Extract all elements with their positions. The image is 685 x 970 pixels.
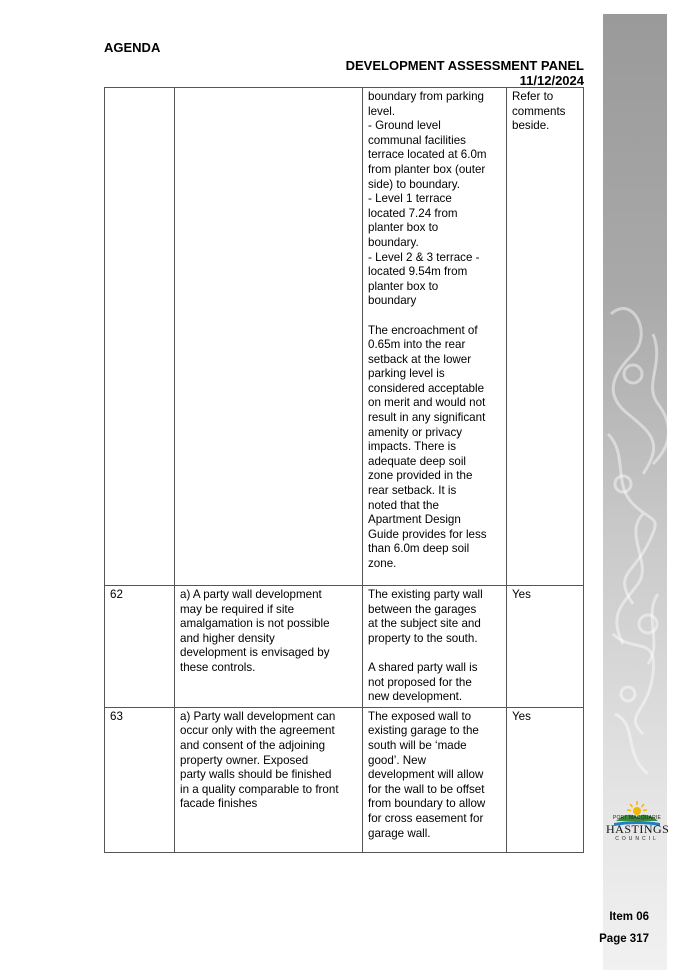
control-cell — [175, 88, 363, 586]
item-number: Item 06 — [609, 911, 649, 923]
comment-cell — [363, 707, 507, 852]
complies-cell — [507, 586, 584, 708]
control-text: a) Party wall development can occur only with the agreement and consent of the adjoining property owner. Exposed party walls should be finished in a quality comparable to front facade finishes — [180, 709, 339, 811]
page-number: Page 317 — [599, 933, 649, 945]
logo-text-council: COUNCIL — [615, 836, 659, 842]
clause-number-cell — [105, 88, 175, 586]
meeting-date: 11/12/2024 — [519, 73, 584, 88]
comment-cell — [363, 586, 507, 708]
control-cell — [175, 707, 363, 852]
comment-cell — [363, 88, 507, 586]
comment-text: boundary from parking level. - Ground level communal facilities terrace located at 6.0m from planter box (outer side) to boundary. - Level 1 terrace located 7.24 from planter box to boundary. - Level 2 & 3 terrace - located 9.54m from planter box to boundary The encroachment of 0.65m into the rear setback at the lower parking level is considered acceptable on merit and would not result in any significant amenity or privacy impacts. There is adequate deep soil zone provided in the rear setback. It is noted that the Apartment Design Guide provides for less than 6.0m deep soil zone. — [368, 90, 487, 570]
complies-cell — [507, 88, 584, 586]
comment-text: The exposed wall to existing garage to the south will be ‘made good’. New development will allow for the wall to be offset from boundary to allow for cross easement for garage wall. — [368, 709, 486, 840]
logo-text-port-macquarie: PORT MACQUARIE — [612, 815, 662, 821]
complies-text: Yes — [512, 709, 531, 723]
clause-number-cell — [105, 707, 175, 852]
comment-text: The existing party wall between the garages at the subject site and property to the south. A shared party wall is not proposed for the new development. — [368, 588, 483, 704]
complies-text: Refer to comments beside. — [512, 90, 566, 133]
agenda-heading: AGENDA — [104, 40, 161, 55]
clause-number: 63 — [110, 709, 123, 723]
panel-title: DEVELOPMENT ASSESSMENT PANEL — [345, 58, 584, 73]
logo-text-hastings: HASTINGS — [606, 822, 670, 836]
table-row — [105, 88, 584, 586]
assessment-table — [104, 87, 584, 853]
complies-cell — [507, 707, 584, 852]
table-row — [105, 586, 584, 708]
clause-number: 62 — [110, 588, 123, 601]
table-row — [105, 707, 584, 852]
control-cell — [175, 586, 363, 708]
control-text: a) A party wall development may be required if site amalgamation is not possible and higher density development is envisaged by these controls. — [180, 588, 330, 674]
clause-number-cell — [105, 586, 175, 708]
panel-heading — [300, 58, 584, 88]
complies-text: Yes — [512, 588, 531, 601]
